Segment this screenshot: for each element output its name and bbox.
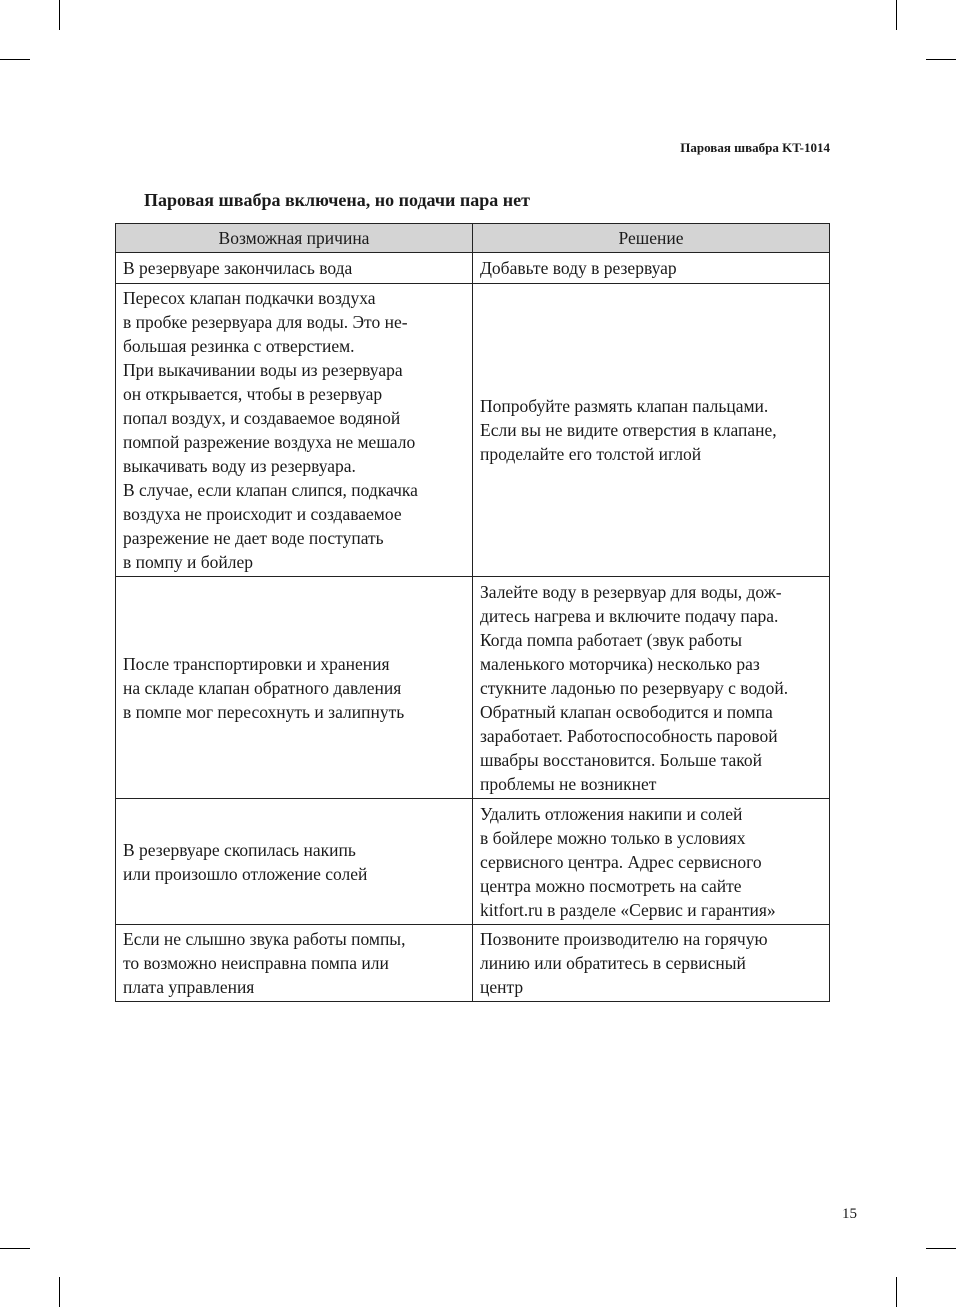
section-title: Паровая швабра включена, но подачи пара нет	[144, 190, 530, 210]
crop-mark	[59, 0, 60, 30]
table-row	[116, 799, 830, 925]
solution-cell: Удалить отложения накипи и солей в бойлере можно только в условиях сервисного центра. Адрес сервисного центра можно посмотреть на сайте kitfort.ru в разделе «Сервис и гарантия»	[473, 799, 830, 925]
cause-cell: В резервуаре скопилась накипь или произошло отложение солей	[116, 799, 473, 925]
cause-cell: Пересох клапан подкачки воздуха в пробке резервуара для воды. Это не- большая резинка с отверстием. При выкачивании воды из резервуара он открывается, чтобы в резервуар попал воздух, и создаваемое водяной помпой разрежение воздуха не мешало выкачивать воду из резервуара. В случае, если клапан слипся, подкачка воздуха не происходит и создаваемое разрежение не дает воде поступать в помпу и бойлер	[116, 284, 473, 577]
cause-cell: После транспортировки и хранения на складе клапан обратного давления в помпе мог пересохнуть и залипнуть	[116, 577, 473, 799]
header-cause: Возможная причина	[116, 224, 473, 253]
crop-mark	[926, 59, 956, 60]
solution-cell: Позвоните производителю на горячую линию или обратитесь в сервисный центр	[473, 925, 830, 1002]
running-header: Паровая швабра KT-1014	[680, 140, 830, 155]
table-row	[116, 253, 830, 284]
crop-mark	[0, 59, 30, 60]
table-row	[116, 577, 830, 799]
crop-mark	[896, 1277, 897, 1307]
cause-cell: Если не слышно звука работы помпы, то возможно неисправна помпа или плата управления	[116, 925, 473, 1002]
header-solution: Решение	[473, 224, 830, 253]
troubleshooting-table	[115, 223, 830, 1002]
solution-cell: Попробуйте размять клапан пальцами. Если вы не видите отверстия в клапане, проделайте его толстой иглой	[473, 284, 830, 577]
crop-mark	[896, 0, 897, 30]
page-number: 15	[842, 1206, 857, 1222]
solution-cell: Залейте воду в резервуар для воды, дож- дитесь нагрева и включите подачу пара. Когда помпа работает (звук работы маленького моторчика) несколько раз стукните ладонью по резервуару с водой. Обратный клапан освободится и помпа заработает. Работоспособность паровой швабры восстановится. Больше такой проблемы не возникнет	[473, 577, 830, 799]
table-row	[116, 925, 830, 1002]
table-row	[116, 284, 830, 577]
solution-cell: Добавьте воду в резервуар	[473, 253, 830, 284]
cause-cell: В резервуаре закончилась вода	[116, 253, 473, 284]
crop-mark	[0, 1248, 30, 1249]
table-header-row	[116, 224, 830, 253]
crop-mark	[926, 1248, 956, 1249]
crop-mark	[59, 1277, 60, 1307]
